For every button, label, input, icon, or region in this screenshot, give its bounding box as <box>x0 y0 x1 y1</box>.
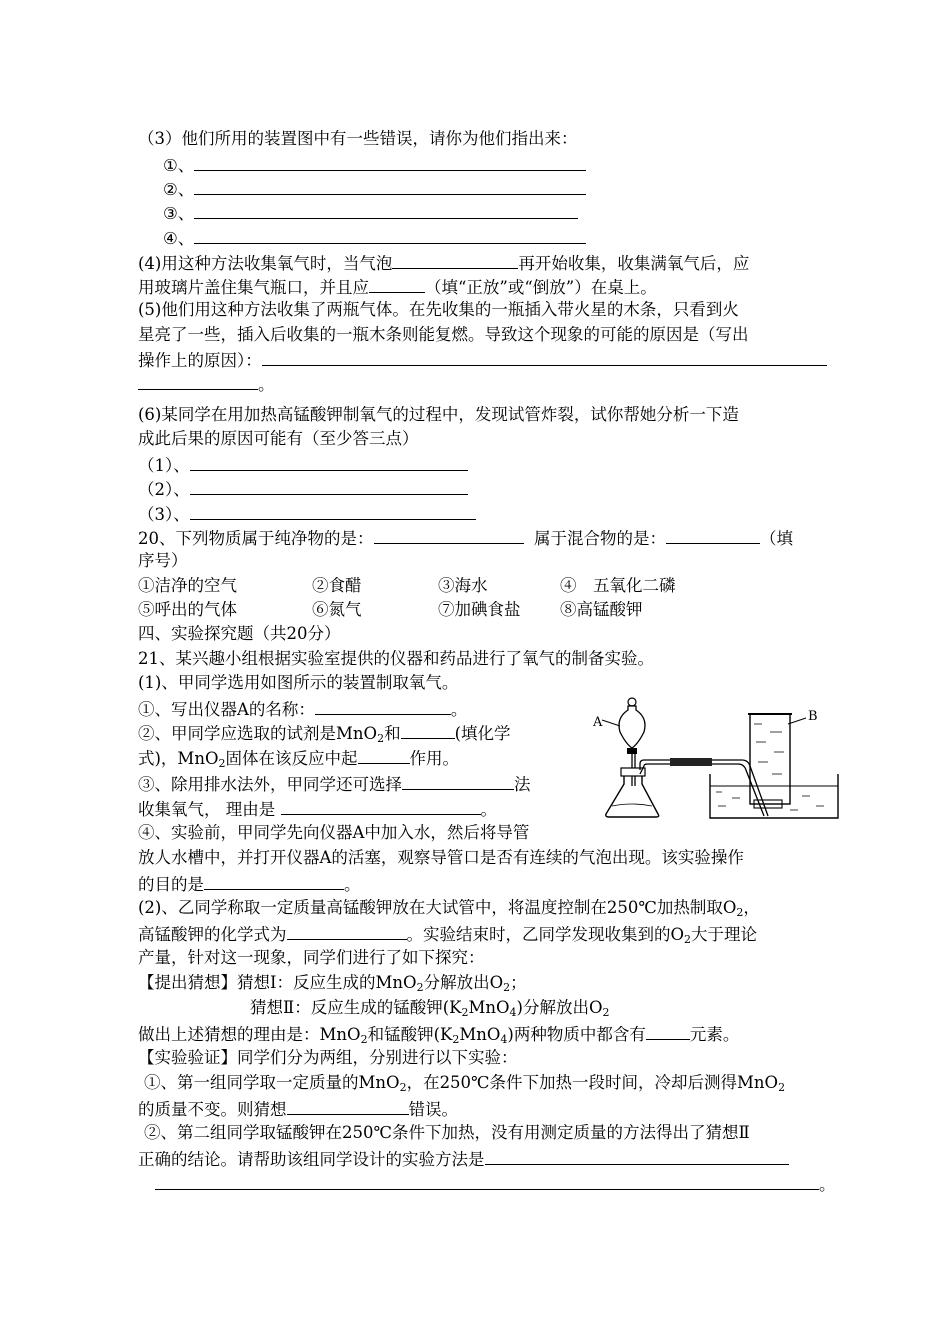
answer-blank[interactable] <box>281 797 481 815</box>
gas-jar <box>750 714 790 804</box>
label-a: A <box>593 715 603 730</box>
label-b-pointer <box>788 718 806 724</box>
verification-1: ①、第一组同学取一定质量的MnO$_2$，在250℃条件下加热一段时间，冷却后测得MnO$_2$ <box>144 1073 786 1094</box>
q6-item-1: （1）、 <box>138 453 468 477</box>
q3-item-1: ①、 <box>163 153 586 177</box>
q21-step-2b: 式)，MnO$_2$固体在该反应中起 作用。 <box>138 746 459 775</box>
q3-item-2: ②、 <box>163 177 586 201</box>
answer-blank[interactable] <box>194 201 578 219</box>
answer-blank[interactable] <box>194 153 586 171</box>
option-1: ①洁净的空气 <box>138 576 237 595</box>
label-b: B <box>808 709 818 724</box>
verification-2b: 正确的结论。请帮助该组同学设计的实验方法是 <box>138 1147 789 1171</box>
answer-blank[interactable] <box>287 1097 409 1115</box>
q21-intro: 21、某兴趣小组根据实验室提供的仪器和药品进行了氧气的制备实验。 <box>138 649 654 668</box>
answer-blank[interactable] <box>262 348 827 366</box>
funnel-valve <box>627 748 637 754</box>
water-trough <box>710 774 838 818</box>
option-6: ⑥氮气 <box>312 600 362 619</box>
answer-blank[interactable] <box>374 526 524 544</box>
answer-blank[interactable] <box>646 1022 690 1040</box>
q21-part-2b: 高锰酸钾的化学式为 。实验结束时，乙同学发现收集到的$O_2$大于理论 <box>138 922 757 951</box>
delivery-tube <box>640 760 768 816</box>
verification-2: ②、第二组同学取锰酸钾在250℃条件下加热，没有用测定质量的方法得出了猜想Ⅱ <box>144 1123 750 1142</box>
answer-blank[interactable] <box>204 872 344 890</box>
answer-blank[interactable] <box>392 251 518 269</box>
answer-blank[interactable] <box>190 477 468 495</box>
q3-item-4: ④、 <box>163 226 586 250</box>
q21-step-2: ②、甲同学应选取的试剂是MnO$_2$和 (填化学 <box>138 721 511 750</box>
q5-line-4: 。 <box>138 372 275 396</box>
section-heading: 四、实验探究题（共20分） <box>138 624 341 643</box>
option-7: ⑦加碘食盐 <box>438 600 521 619</box>
answer-blank[interactable] <box>138 372 258 390</box>
answer-blank[interactable] <box>485 1147 789 1165</box>
hypothesis-reason: 做出上述猜想的理由是：MnO$_2$和锰酸钾$(K_2MnO_4)$两种物质中都含有 元素。 <box>138 1022 739 1051</box>
answer-blank[interactable] <box>369 275 425 293</box>
q5-line-3: 操作上的原因）： <box>138 348 827 372</box>
q3-title: （3）他们所用的装置图中有一些错误，请你为他们指出来： <box>138 129 578 148</box>
hypothesis-1: 【提出猜想】猜想Ⅰ：反应生成的MnO$_2$分解放出$O_2$； <box>138 973 527 994</box>
q5-line-1: (5)他们用这种方法收集了两瓶气体。在先收集的一瓶插入带火星的木条，只看到火 <box>138 300 739 319</box>
answer-blank[interactable] <box>155 1172 819 1190</box>
q5-line-2: 星亮了一些，插入后收集的一瓶木条则能复燃。导致这个现象的可能的原因是（写出 <box>138 325 749 344</box>
q6-line-2: 成此后果的原因可能有（至少答三点） <box>138 429 419 448</box>
option-3: ③海水 <box>438 576 488 595</box>
q21-step-3: ③、除用排水法外，甲同学还可选择 法 <box>138 772 531 796</box>
answer-blank[interactable] <box>190 453 468 471</box>
q21-part-1: (1)、甲同学选用如图所示的装置制取氧气。 <box>138 673 459 692</box>
answer-blank[interactable] <box>315 697 451 715</box>
verification-1b: 的质量不变。则猜想 错误。 <box>138 1097 458 1121</box>
q21-step-4: ④、实验前，甲同学先向仪器A中加入水，然后将导管 <box>138 823 530 842</box>
answer-blank[interactable] <box>287 922 407 940</box>
answer-blank[interactable] <box>194 226 586 244</box>
label-a-pointer <box>602 720 620 726</box>
answer-blank[interactable] <box>402 772 514 790</box>
q6-line-1: (6)某同学在用加热高锰酸钾制氧气的过程中，发现试管炸裂，试你帮她分析一下造 <box>138 405 739 424</box>
q21-step-4b: 放人水槽中，并打开仪器A的活塞，观察导管口是否有连续的气泡出现。该实验操作 <box>138 848 744 867</box>
q20-line-2: 序号） <box>138 551 188 570</box>
apparatus-diagram <box>592 688 842 820</box>
hypothesis-2: 猜想Ⅱ：反应生成的锰酸钾$(K_2MnO_4)$分解放出$O_2$ <box>250 998 610 1019</box>
answer-blank[interactable] <box>401 721 455 739</box>
option-8: ⑧高锰酸钾 <box>560 600 643 619</box>
rubber-tubing <box>670 758 712 766</box>
option-2: ②食醋 <box>312 576 362 595</box>
answer-blank[interactable] <box>666 526 760 544</box>
answer-blank[interactable] <box>190 502 476 520</box>
q21-step-3b: 收集氧气， 理由是 。 <box>138 797 497 821</box>
answer-blank[interactable] <box>358 746 410 764</box>
option-5: ⑤呼出的气体 <box>138 600 237 619</box>
q21-step-1: ①、写出仪器A的名称： 。 <box>138 697 467 721</box>
q21-part-2: (2)、乙同学称取一定质量高锰酸钾放在大试管中，将温度控制在250℃加热制取$O_2$， <box>138 898 760 919</box>
q20-line-1: 20、下列物质属于纯净物的是： 属于混合物的是： （填 <box>138 526 793 550</box>
q4-line-2: 用玻璃片盖住集气瓶口，并且应 （填“正放”或“倒放”）在桌上。 <box>138 275 657 299</box>
option-4: ④ 五氧化二磷 <box>560 576 676 595</box>
verification-title: 【实验验证】同学们分为两组，分别进行以下实验： <box>138 1048 518 1067</box>
q4-line-1: (4)用这种方法收集氧气时，当气泡 再开始收集，收集满氧气后，应 <box>138 251 749 275</box>
q21-part-2c: 产量，针对这一现象，同学们进行了如下探究： <box>138 948 485 967</box>
q21-step-4c: 的目的是 。 <box>138 872 361 896</box>
answer-blank[interactable] <box>194 177 586 195</box>
q3-item-3: ③、 <box>163 201 578 225</box>
q6-item-3: （3）、 <box>138 502 476 526</box>
verification-2c: 。 <box>155 1172 836 1196</box>
separatory-funnel <box>619 706 645 748</box>
funnel-stopper <box>628 698 636 706</box>
q6-item-2: （2）、 <box>138 477 468 501</box>
